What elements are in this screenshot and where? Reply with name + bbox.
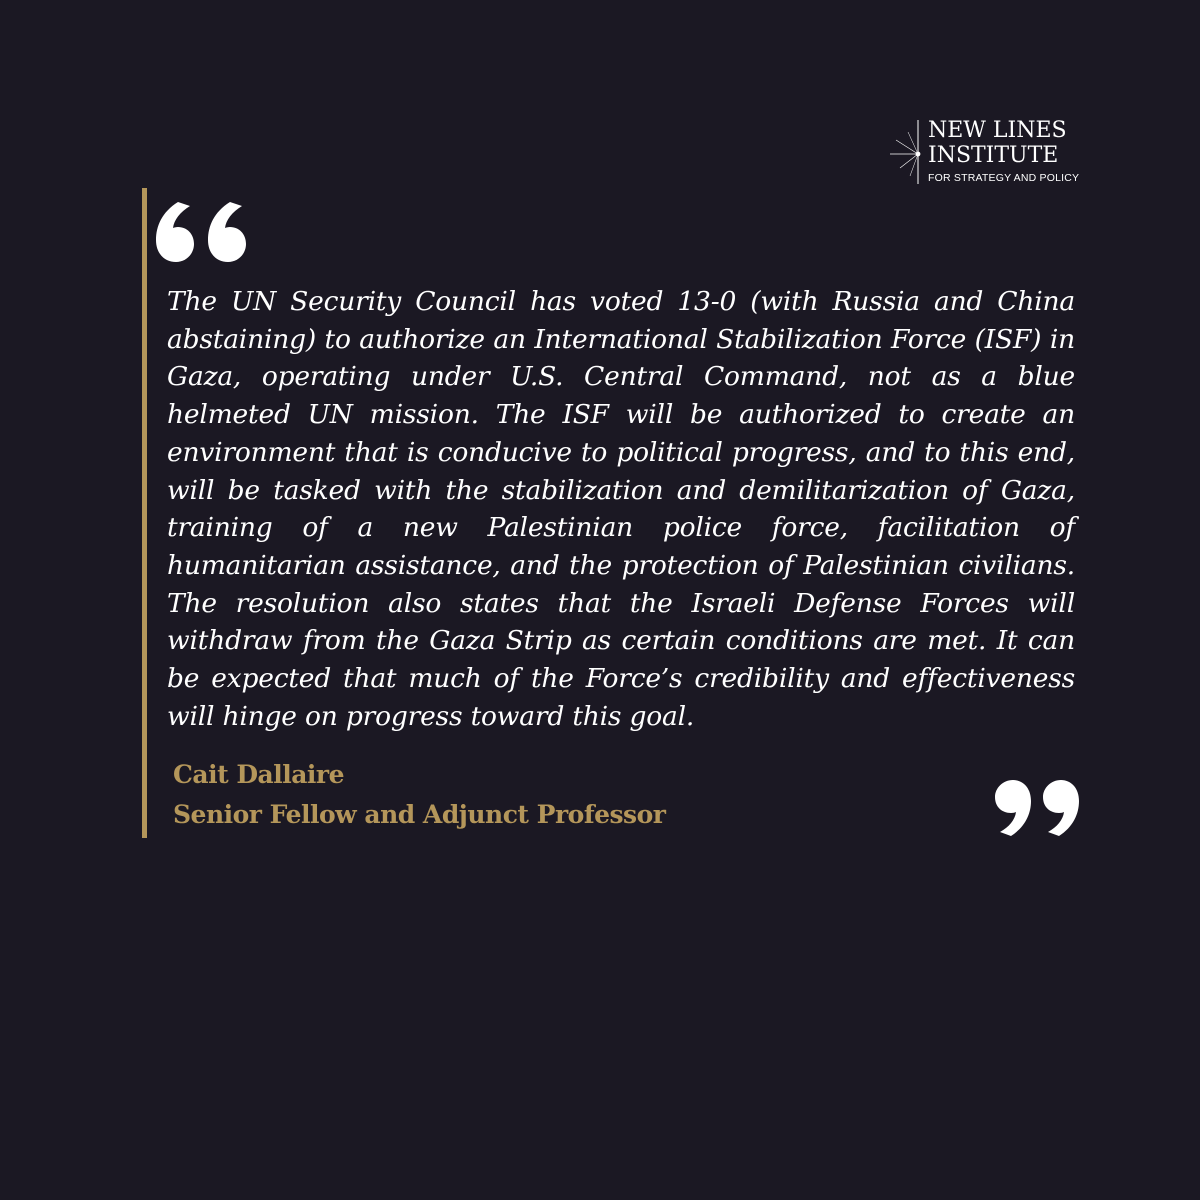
brand-title <box>928 118 1067 168</box>
quote-accent-bar <box>142 188 147 838</box>
brand-subtitle: FOR STRATEGY AND POLICY <box>928 172 1080 184</box>
quote-text: The UN Security Council has voted 13-0 (with Russia and China abstaining) to authorize an International Stabilization Force (ISF) in Gaza, operating under U.S. Central Command, not as a blue helmeted UN mission. The ISF will be authorized to create an environment that is conducive to political progress, and to this end, will be tasked with the stabilization and demilitarization of Gaza, training of a new Palestinian police force, facilitation of humanitarian assistance, and the protection of Palestinian civilians. The resolution also states that the Israeli Defense Forces will withdraw from the Gaza Strip as certain conditions are met. It can be expected that much of the Force’s credibility and effectiveness will hinge on progress toward this goal. <box>167 286 1075 732</box>
brand-logo <box>888 118 1088 190</box>
close-quote-icon <box>985 770 1085 850</box>
author-name: Cait Dallaire <box>173 760 344 789</box>
author-role: Senior Fellow and Adjunct Professor <box>173 800 666 829</box>
brand-title-line1: NEW LINES <box>928 118 1067 143</box>
brand-title-line2: INSTITUTE <box>928 143 1059 168</box>
starburst-icon <box>888 118 924 190</box>
open-quote-icon <box>148 182 258 272</box>
